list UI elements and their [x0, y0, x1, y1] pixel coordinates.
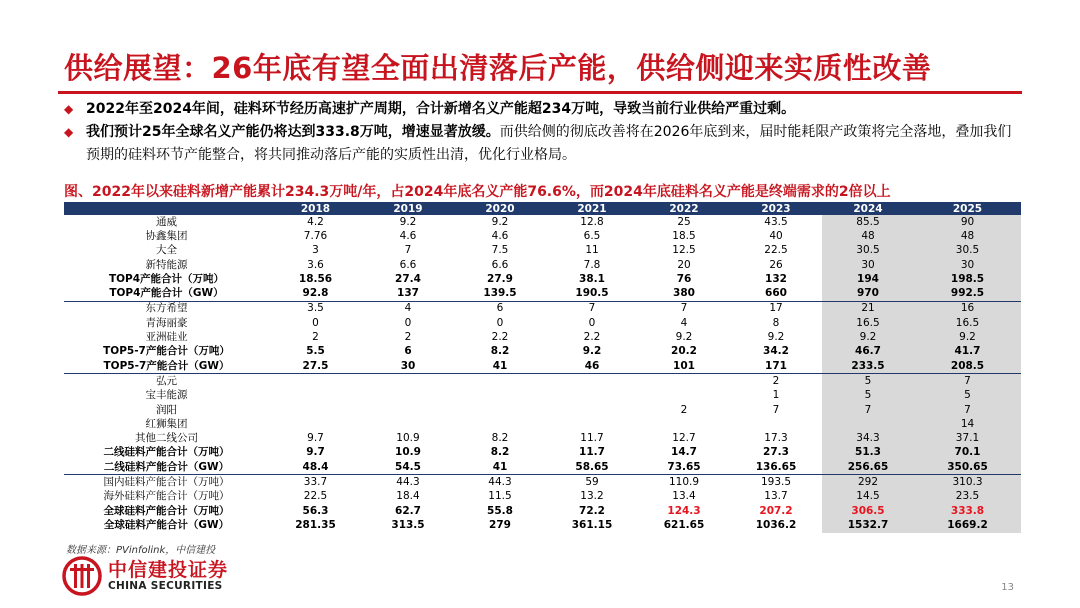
table-cell: 21: [822, 301, 914, 316]
row-label: 其他二线公司: [135, 432, 198, 445]
logo-english: CHINA SECURITIES: [108, 580, 223, 592]
year-header-cell: 2019: [362, 202, 454, 215]
table-cell: 41: [492, 460, 508, 473]
table-row: [64, 359, 1021, 374]
capacity-table: [64, 202, 1021, 533]
data-source: 数据来源：PVinfolink，中信建投: [66, 545, 216, 556]
table-cell: 7: [822, 403, 914, 417]
table-cell: 40: [769, 229, 783, 242]
table-cell: 16.5: [914, 316, 1021, 330]
table-cell: [822, 417, 914, 431]
table-row: [64, 389, 1021, 403]
table-cell: 27.9: [487, 272, 513, 285]
table-cell: 7: [638, 301, 730, 316]
row-label: 青海丽豪: [145, 316, 188, 329]
table-cell: 90: [914, 215, 1021, 229]
table-cell: 9.7: [306, 446, 325, 459]
table-cell: 233.5: [822, 359, 914, 374]
row-label: TOP5-7产能合计（万吨）: [103, 345, 230, 358]
table-cell: 7: [404, 244, 412, 257]
table-cell: 171: [765, 359, 787, 372]
table-row: [64, 345, 1021, 359]
logo-chinese: 中信建投证券: [108, 559, 229, 581]
table-cell: 9.2: [582, 345, 602, 358]
table-cell: 6.6: [491, 258, 509, 271]
company-logo: [62, 556, 228, 596]
table-cell: 8.2: [491, 432, 509, 445]
table-cell: 11: [585, 244, 599, 257]
table-cell: 26: [769, 258, 783, 271]
table-cell: [269, 389, 362, 403]
table-cell: 59: [546, 475, 638, 490]
table-cell: 13.4: [672, 490, 696, 503]
diamond-bullet-icon: ◆: [64, 125, 74, 139]
table-cell: 136.65: [755, 460, 797, 473]
table-cell: [362, 417, 454, 431]
table-cell: 12.8: [580, 215, 604, 228]
table-row: [64, 330, 1021, 344]
row-label: 弘元: [64, 374, 269, 389]
diamond-bullet-icon: ◆: [64, 102, 74, 116]
table-cell: 6.5: [583, 229, 601, 242]
row-label: 大全: [156, 244, 177, 257]
table-cell: 101: [673, 359, 695, 372]
header-cell: [64, 202, 269, 215]
table-cell: 17.3: [764, 432, 788, 445]
table-cell: 2: [680, 403, 688, 416]
row-label: 全球硅料产能合计（GW）: [103, 518, 230, 531]
table-cell: 1: [772, 389, 780, 402]
table-cell: 55.8: [487, 504, 513, 517]
table-cell: 660: [765, 287, 787, 300]
table-cell: 92.8: [302, 287, 329, 300]
table-cell: 30.5: [822, 244, 914, 258]
table-cell: 7.76: [303, 229, 328, 242]
table-cell: 7: [914, 403, 1021, 417]
table-cell: 48: [914, 229, 1021, 243]
table-cell: 18.4: [396, 490, 420, 503]
table-cell: 132: [765, 272, 787, 285]
table-cell: 17: [730, 301, 822, 316]
table-cell: 8.2: [490, 446, 510, 459]
table-cell: 18.5: [672, 229, 696, 242]
table-cell: 14.5: [822, 490, 914, 504]
table-cell: 2.2: [583, 331, 601, 344]
table-cell: 72.2: [579, 504, 605, 517]
table-cell: 38.1: [579, 272, 605, 285]
table-cell: 73.65: [667, 460, 701, 473]
table-cell: 333.8: [914, 504, 1021, 518]
page-number: 13: [1001, 582, 1014, 593]
table-cell: 992.5: [914, 286, 1021, 301]
table-cell: 14.7: [671, 446, 697, 459]
table-cell: 46: [584, 359, 600, 372]
table-cell: 22.5: [764, 244, 788, 257]
row-label: 通威: [156, 215, 177, 228]
table-cell: 27.5: [302, 359, 329, 372]
table-cell: [638, 374, 730, 389]
row-label: 协鑫集团: [145, 229, 188, 242]
table-cell: 70.1: [914, 446, 1021, 460]
table-cell: [638, 389, 730, 403]
row-label: TOP5-7产能合计（GW）: [103, 359, 230, 372]
table-cell: 190.5: [575, 287, 609, 300]
table-row: [64, 431, 1021, 445]
table-cell: 37.1: [914, 431, 1021, 445]
table-cell: 2: [404, 331, 412, 344]
table-cell: 9.2: [914, 330, 1021, 344]
bullet-text: 而供给侧的彻底改善将在2026年底到来，届时能耗限产政策将完全落地，叠加我们预期的硅料环节产能整合，将共同推动落后产能的实质性出清，优化行业格局。: [86, 124, 1012, 163]
table-cell: 16.5: [822, 316, 914, 330]
citic-logo-icon: [62, 556, 102, 596]
table-row: [64, 417, 1021, 431]
table-row: [64, 301, 1021, 316]
table-row: [64, 316, 1021, 330]
table-cell: 58.65: [575, 460, 609, 473]
table-cell: 5.5: [306, 345, 325, 358]
table-cell: 22.5: [303, 490, 328, 503]
table-cell: 6: [404, 345, 412, 358]
table-cell: 20: [677, 258, 691, 271]
table-cell: 7: [546, 301, 638, 316]
table-cell: 27.4: [395, 272, 421, 285]
table-cell: 54.5: [395, 460, 421, 473]
table-cell: 51.3: [822, 446, 914, 460]
table-row: [64, 258, 1021, 272]
table-cell: 18.56: [298, 272, 333, 285]
table-cell: 4.6: [491, 229, 509, 242]
table-cell: [362, 389, 454, 403]
table-cell: 44.3: [454, 475, 546, 490]
table-cell: 11.7: [580, 432, 604, 445]
table-cell: 137: [397, 287, 419, 300]
table-cell: [454, 389, 546, 403]
figure-title: 图、2022年以来硅料新增产能累计234.3万吨/年，占2024年底名义产能76.6%，而2024年底硅料名义产能是终端需求的2倍以上: [64, 184, 891, 200]
table-cell: 76: [676, 272, 692, 285]
table-cell: [269, 374, 362, 389]
table-cell: 5: [822, 389, 914, 403]
page-title: 供给展望：26年底有望全面出清落后产能，供给侧迎来实质性改善: [64, 51, 932, 85]
table-cell: 7: [772, 403, 780, 416]
row-label: 亚洲硅业: [145, 331, 188, 344]
table-cell: 4.2: [307, 215, 324, 228]
table-cell: 193.5: [730, 475, 822, 490]
table-row: [64, 504, 1021, 518]
table-cell: 33.7: [269, 475, 362, 490]
table-cell: 12.7: [672, 432, 696, 445]
table-cell: 380: [673, 287, 695, 300]
table-cell: 4: [680, 316, 688, 329]
table-cell: 27.3: [763, 446, 789, 459]
table-cell: 1669.2: [914, 518, 1021, 532]
table-cell: 46.7: [822, 345, 914, 359]
table-cell: 25: [677, 215, 691, 228]
table-cell: 207.2: [759, 504, 793, 517]
row-label: TOP4产能合计（万吨）: [108, 272, 225, 285]
row-label: 润阳: [156, 403, 177, 416]
table-cell: 310.3: [914, 475, 1021, 490]
table-cell: 30.5: [914, 244, 1021, 258]
table-cell: 11.7: [579, 446, 605, 459]
table-cell: 62.7: [395, 504, 421, 517]
table-cell: 292: [822, 475, 914, 490]
table-cell: 9.7: [307, 432, 324, 445]
table-row: [64, 272, 1021, 286]
table-cell: 139.5: [483, 287, 517, 300]
bullet-item: [64, 121, 1024, 167]
table-cell: 194: [822, 272, 914, 286]
bullet-bold-text: 2022年至2024年间，硅料环节经历高速扩产周期，合计新增名义产能超234万吨，导致当前行业供给严重过剩。: [86, 101, 796, 117]
table-cell: 30: [914, 258, 1021, 272]
table-cell: 361.15: [571, 518, 613, 531]
year-header-cell: 2021: [546, 202, 638, 215]
table-cell: 48.4: [302, 460, 329, 473]
table-cell: 34.2: [763, 345, 789, 358]
table-cell: 5: [822, 374, 914, 389]
table-cell: 30: [822, 258, 914, 272]
table-row: [64, 490, 1021, 504]
table-cell: 8.2: [490, 345, 510, 358]
table-cell: [269, 417, 362, 431]
table-cell: 13.2: [580, 490, 604, 503]
year-header-cell: 2025: [914, 202, 1021, 215]
table-cell: 34.3: [822, 431, 914, 445]
table-cell: 9.2: [822, 330, 914, 344]
table-cell: 2.2: [491, 331, 509, 344]
table-cell: 110.9: [638, 475, 730, 490]
table-cell: 350.65: [914, 460, 1021, 475]
table-cell: 11.5: [488, 490, 512, 503]
bullet-list: [64, 98, 1024, 167]
table-cell: 13.7: [764, 490, 788, 503]
table-cell: 124.3: [667, 504, 701, 517]
row-label: 国内硅料产能合计（万吨）: [64, 475, 269, 490]
bullet-item: [64, 98, 1024, 121]
table-cell: [269, 403, 362, 417]
table-cell: 30: [400, 359, 416, 372]
title-underline: [58, 91, 1022, 94]
table-cell: 6.6: [399, 258, 417, 271]
table-cell: 621.65: [663, 518, 705, 531]
table-cell: 20.2: [671, 345, 697, 358]
table-row: [64, 403, 1021, 417]
table-cell: 4.6: [399, 229, 417, 242]
table-cell: 6: [454, 301, 546, 316]
table-cell: [546, 403, 638, 417]
table-cell: 281.35: [295, 518, 336, 531]
table-row: [64, 374, 1021, 389]
table-cell: 279: [489, 518, 511, 531]
table-cell: 9.2: [491, 215, 509, 228]
table-cell: [546, 374, 638, 389]
table-cell: 16: [914, 301, 1021, 316]
table-cell: [454, 374, 546, 389]
table-cell: 2: [312, 331, 319, 344]
table-cell: 0: [404, 316, 412, 329]
row-label: 二线硅料产能合计（万吨）: [103, 446, 230, 459]
table-cell: 208.5: [914, 359, 1021, 374]
year-header-cell: 2020: [454, 202, 546, 215]
table-cell: 85.5: [822, 215, 914, 229]
table-row: [64, 518, 1021, 532]
table-cell: [454, 417, 546, 431]
row-label: 红狮集团: [145, 417, 188, 430]
table-cell: 3: [312, 244, 319, 257]
year-header-cell: 2018: [269, 202, 362, 215]
table-cell: 41.7: [914, 345, 1021, 359]
table-cell: 2: [730, 374, 822, 389]
table-row: [64, 229, 1021, 243]
table-cell: 4: [362, 301, 454, 316]
table-row: [64, 286, 1021, 301]
table-cell: 313.5: [391, 518, 425, 531]
table-cell: 1036.2: [755, 518, 797, 531]
table-cell: 7: [914, 374, 1021, 389]
table-cell: [546, 417, 638, 431]
table-cell: [638, 417, 730, 431]
table-row: [64, 244, 1021, 258]
table-cell: [362, 374, 454, 389]
table-cell: 0: [312, 316, 319, 329]
table-cell: [454, 403, 546, 417]
row-label: 海外硅料产能合计（万吨）: [103, 490, 230, 503]
table-cell: [362, 403, 454, 417]
table-cell: 0: [588, 316, 596, 329]
table-cell: 10.9: [396, 432, 420, 445]
table-cell: 23.5: [914, 490, 1021, 504]
row-label: 宝丰能源: [145, 389, 188, 402]
row-label: 二线硅料产能合计（GW）: [103, 460, 230, 473]
table-cell: 198.5: [914, 272, 1021, 286]
table-header-row: [64, 202, 1021, 215]
table-cell: [730, 417, 822, 431]
table-cell: 9.2: [399, 215, 417, 228]
table-cell: 7.8: [583, 258, 601, 271]
table-row: [64, 460, 1021, 475]
row-label: 新特能源: [145, 258, 188, 271]
table-cell: 44.3: [362, 475, 454, 490]
table-cell: 56.3: [302, 504, 329, 517]
table-cell: 3.6: [307, 258, 324, 271]
year-header-cell: 2022: [638, 202, 730, 215]
table-cell: 970: [822, 286, 914, 301]
table-cell: 9.2: [767, 331, 785, 344]
table-cell: 43.5: [764, 215, 788, 228]
table-row: [64, 446, 1021, 460]
table-cell: 3.5: [269, 301, 362, 316]
table-cell: 14: [914, 417, 1021, 431]
table-cell: 8: [772, 316, 780, 329]
table-cell: 7.5: [491, 244, 509, 257]
table-cell: 48: [822, 229, 914, 243]
table-cell: 0: [496, 316, 504, 329]
table-cell: 12.5: [672, 244, 696, 257]
table-cell: 256.65: [822, 460, 914, 475]
table-row: [64, 475, 1021, 490]
table-cell: 5: [914, 389, 1021, 403]
row-label: 东方希望: [64, 301, 269, 316]
table-row: [64, 215, 1021, 229]
table-cell: 10.9: [395, 446, 421, 459]
year-header-cell: 2024: [822, 202, 914, 215]
table-cell: [546, 389, 638, 403]
row-label: 全球硅料产能合计（万吨）: [103, 504, 230, 517]
table-cell: 41: [492, 359, 508, 372]
table-cell: 9.2: [675, 331, 693, 344]
bullet-bold-text: 我们预计25年全球名义产能仍将达到333.8万吨，增速显著放缓。: [86, 124, 500, 140]
table-cell: 1532.7: [822, 518, 914, 532]
table-cell: 306.5: [822, 504, 914, 518]
row-label: TOP4产能合计（GW）: [109, 287, 224, 300]
year-header-cell: 2023: [730, 202, 822, 215]
